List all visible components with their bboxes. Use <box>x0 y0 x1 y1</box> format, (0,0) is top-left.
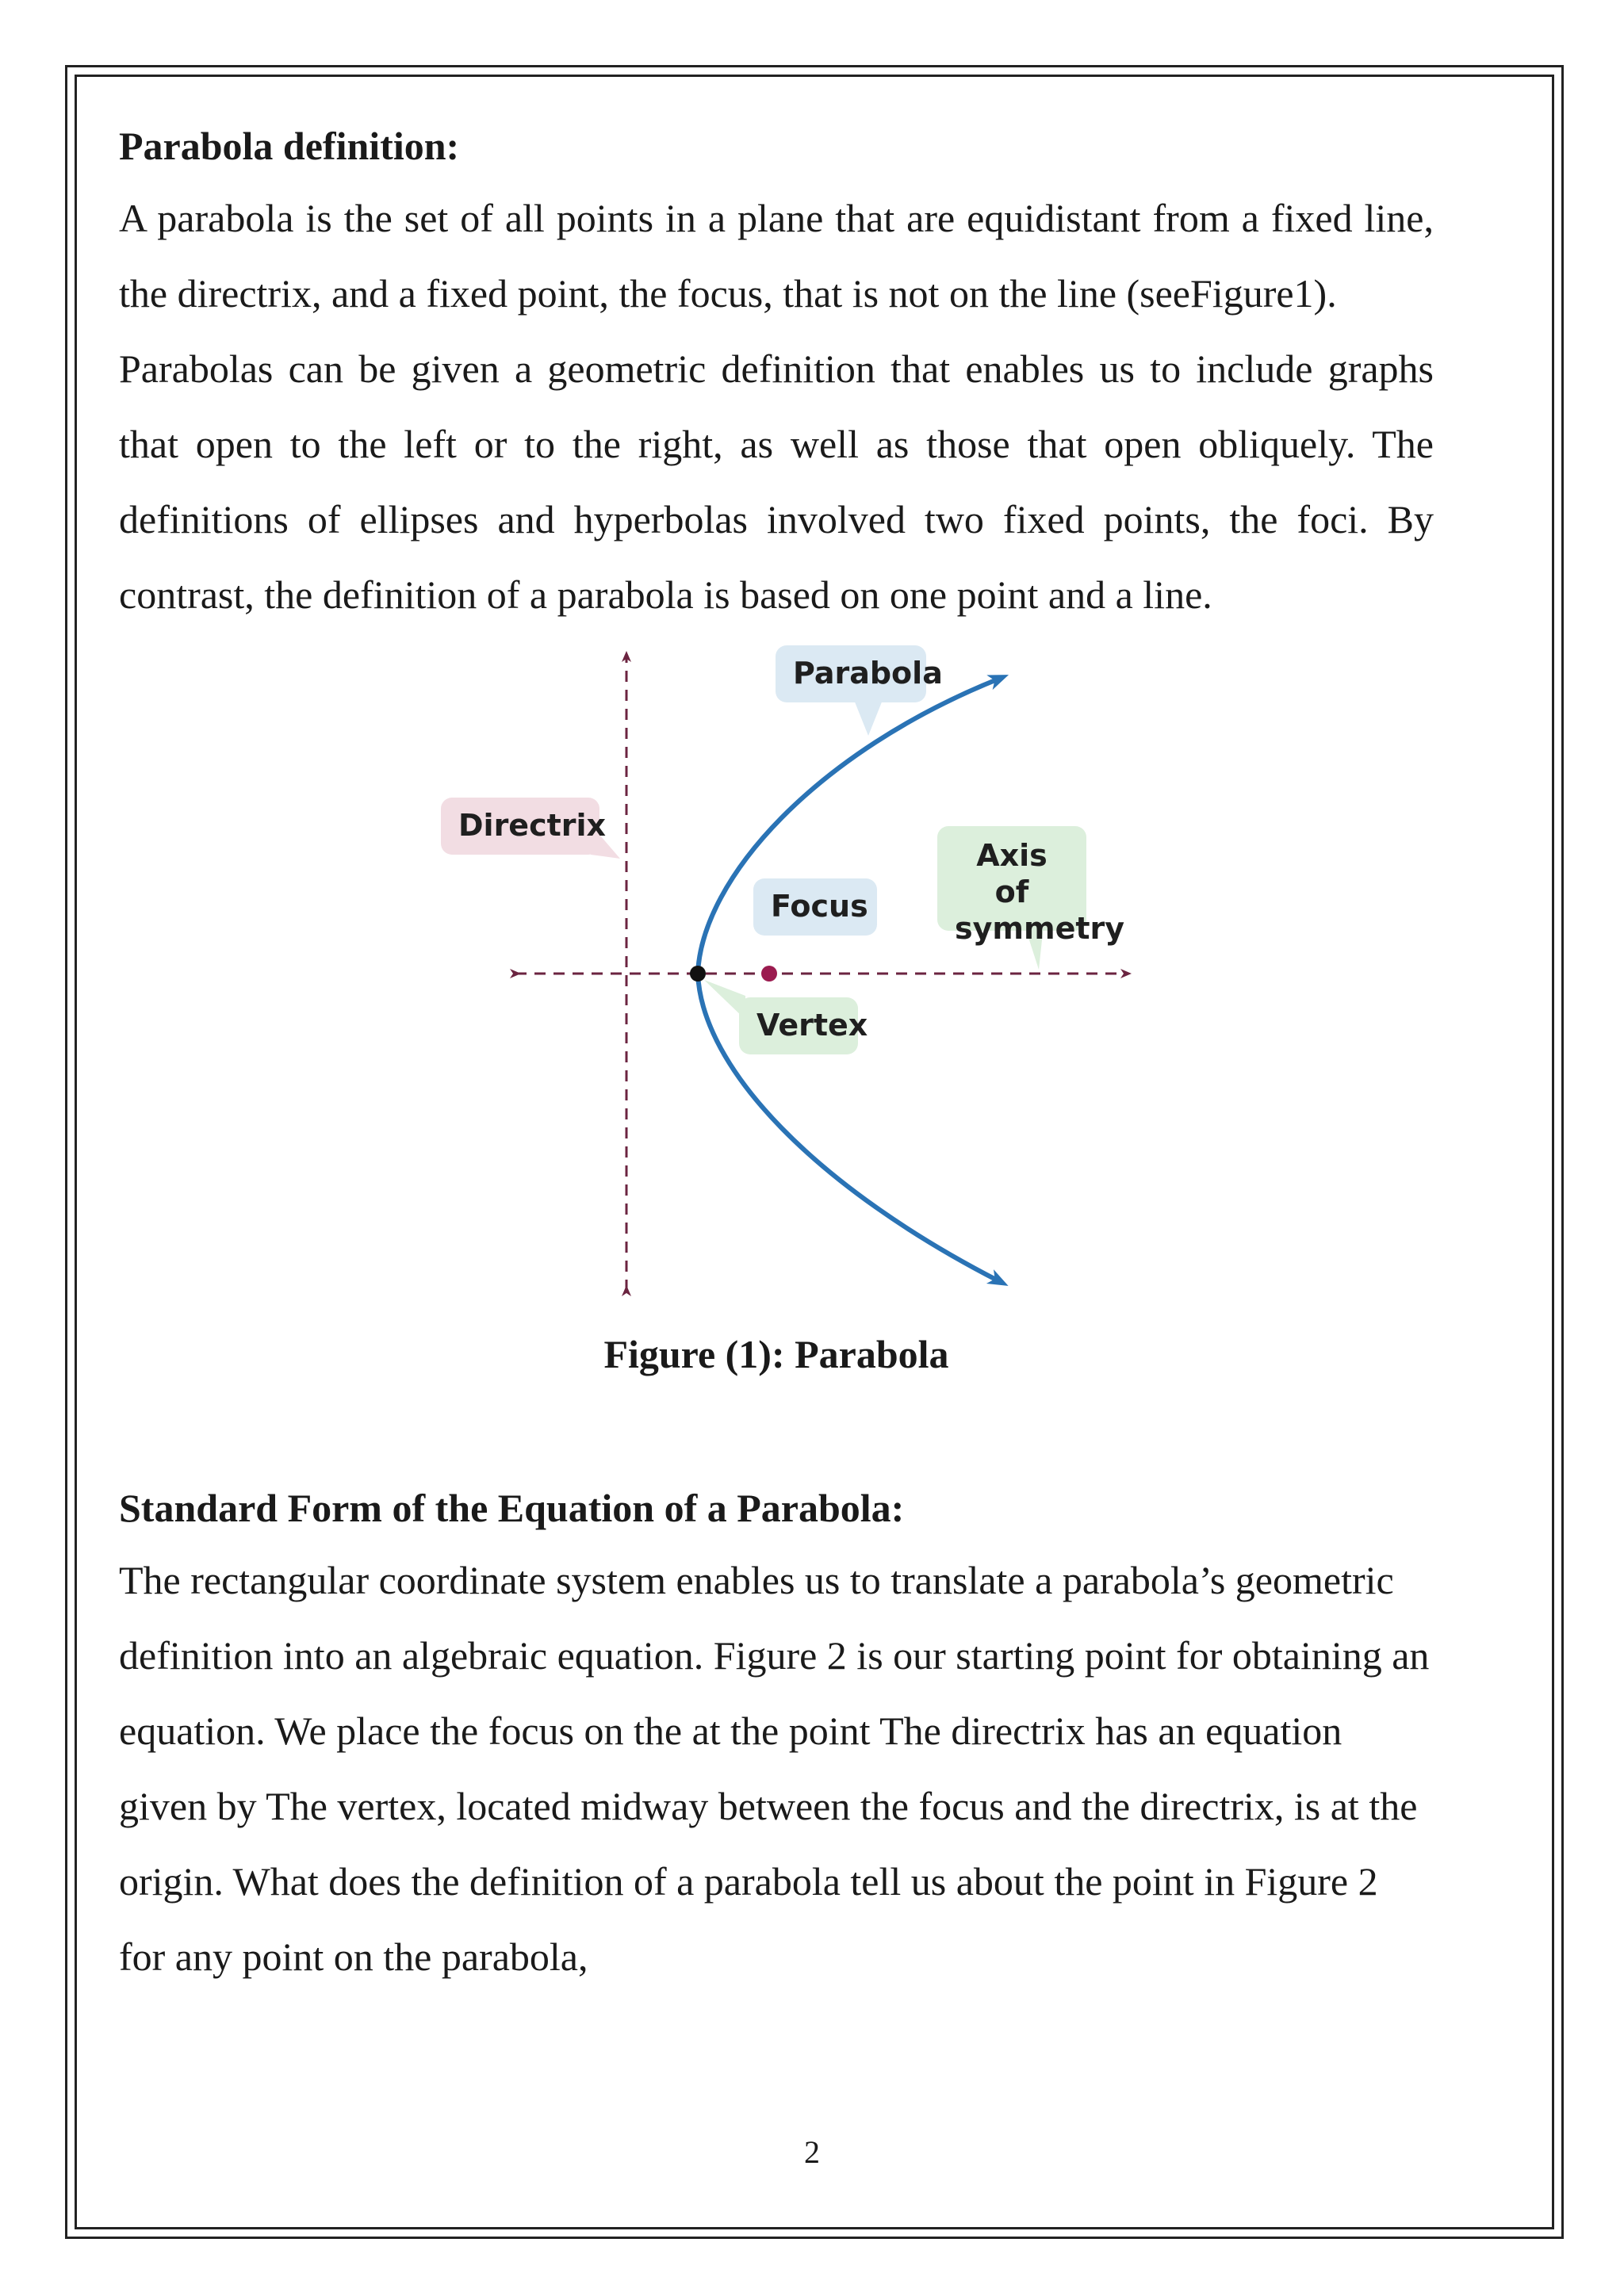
section-heading-definition: Parabola definition: <box>119 124 460 168</box>
axis-label-line2: symmetry <box>955 911 1125 946</box>
page-content <box>119 111 1434 1995</box>
axis-label-line1: Axis of <box>976 838 1048 909</box>
parabola-figure <box>119 641 1434 1322</box>
standard-form-paragraph: The rectangular coordinate system enables us to translate a parabola’s geometric definition into an algebraic equation. Figure 2 is our starting point for obtaining an equation. We place the focus on the at the point The directrix has an equation given by The vertex, located midway between the focus and the directrix, is at the origin. What does the definition of a parabola tell us about the point in Figure 2 for any point on the parabola, <box>119 1558 1430 1979</box>
directrix-label-text: Directrix <box>458 808 607 843</box>
parabola-label <box>776 645 943 702</box>
focus-label <box>753 878 877 936</box>
page-number: 2 <box>804 2134 820 2170</box>
focus-point <box>761 966 777 982</box>
focus-label-text: Focus <box>771 889 868 924</box>
definition-paragraph: A parabola is the set of all points in a plane that are equidistant from a fixed line, the directrix, and a fixed point, the focus, that is not on the line (seeFigure1). <box>119 196 1434 316</box>
section-heading-standard-form: Standard Form of the Equation of a Parabola: <box>119 1486 905 1530</box>
parabola-label-text: Parabola <box>793 656 943 691</box>
vertex-label-text: Vertex <box>756 1008 868 1043</box>
axis-of-symmetry-label <box>937 826 1125 946</box>
figure-caption: Figure (1): Parabola <box>603 1332 949 1376</box>
directrix-label <box>441 798 607 855</box>
vertex-point <box>690 966 706 982</box>
geometric-definition-paragraph: Parabolas can be given a geometric definition that enables us to include graphs that open to the left or to the right, as well as those that open obliquely. The definitions of ellipses and hyperbolas involved two fixed points, the foci. By contrast, the definition of a parabola is based on one point and a line. <box>119 346 1434 617</box>
vertex-label <box>739 997 868 1054</box>
parabola-diagram <box>119 641 1434 1322</box>
